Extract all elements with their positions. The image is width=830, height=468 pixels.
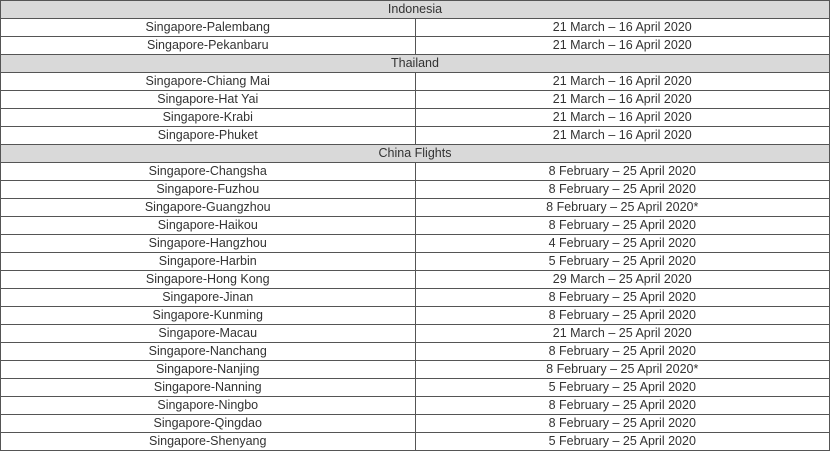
- dates-cell: 21 March – 16 April 2020: [415, 73, 830, 91]
- route-cell: Singapore-Nanchang: [1, 343, 416, 361]
- dates-cell: 29 March – 25 April 2020: [415, 271, 830, 289]
- table-row: [1, 289, 830, 307]
- table-row: [1, 343, 830, 361]
- section-header-row: [1, 145, 830, 163]
- table-row: [1, 397, 830, 415]
- section-title: China Flights: [1, 145, 830, 163]
- dates-cell: 8 February – 25 April 2020*: [415, 361, 830, 379]
- route-cell: Singapore-Guangzhou: [1, 199, 416, 217]
- dates-cell: 21 March – 16 April 2020: [415, 109, 830, 127]
- dates-cell: 8 February – 25 April 2020: [415, 217, 830, 235]
- table-row: [1, 361, 830, 379]
- route-cell: Singapore-Hat Yai: [1, 91, 416, 109]
- route-cell: Singapore-Nanning: [1, 379, 416, 397]
- dates-cell: 8 February – 25 April 2020: [415, 343, 830, 361]
- route-cell: Singapore-Pekanbaru: [1, 37, 416, 55]
- table-row: [1, 325, 830, 343]
- section-header-row: [1, 1, 830, 19]
- route-cell: Singapore-Chiang Mai: [1, 73, 416, 91]
- section-header-row: [1, 55, 830, 73]
- route-cell: Singapore-Kunming: [1, 307, 416, 325]
- route-cell: Singapore-Haikou: [1, 217, 416, 235]
- table-row: [1, 433, 830, 451]
- table-row: [1, 37, 830, 55]
- dates-cell: 8 February – 25 April 2020: [415, 181, 830, 199]
- route-cell: Singapore-Hong Kong: [1, 271, 416, 289]
- table-row: [1, 379, 830, 397]
- table-row: [1, 307, 830, 325]
- dates-cell: 8 February – 25 April 2020: [415, 289, 830, 307]
- route-cell: Singapore-Jinan: [1, 289, 416, 307]
- table-row: [1, 181, 830, 199]
- table-row: [1, 109, 830, 127]
- dates-cell: 4 February – 25 April 2020: [415, 235, 830, 253]
- table-body: [1, 1, 830, 451]
- route-cell: Singapore-Nanjing: [1, 361, 416, 379]
- route-cell: Singapore-Qingdao: [1, 415, 416, 433]
- table-row: [1, 127, 830, 145]
- route-cell: Singapore-Hangzhou: [1, 235, 416, 253]
- route-cell: Singapore-Krabi: [1, 109, 416, 127]
- table-row: [1, 217, 830, 235]
- table-row: [1, 91, 830, 109]
- dates-cell: 21 March – 25 April 2020: [415, 325, 830, 343]
- dates-cell: 8 February – 25 April 2020*: [415, 199, 830, 217]
- dates-cell: 8 February – 25 April 2020: [415, 307, 830, 325]
- dates-cell: 8 February – 25 April 2020: [415, 397, 830, 415]
- table-row: [1, 163, 830, 181]
- dates-cell: 21 March – 16 April 2020: [415, 19, 830, 37]
- route-cell: Singapore-Shenyang: [1, 433, 416, 451]
- route-cell: Singapore-Phuket: [1, 127, 416, 145]
- table-row: [1, 73, 830, 91]
- table-row: [1, 19, 830, 37]
- dates-cell: 5 February – 25 April 2020: [415, 253, 830, 271]
- table-row: [1, 199, 830, 217]
- route-cell: Singapore-Changsha: [1, 163, 416, 181]
- dates-cell: 5 February – 25 April 2020: [415, 433, 830, 451]
- table-row: [1, 415, 830, 433]
- section-title: Indonesia: [1, 1, 830, 19]
- route-cell: Singapore-Macau: [1, 325, 416, 343]
- dates-cell: 5 February – 25 April 2020: [415, 379, 830, 397]
- dates-cell: 8 February – 25 April 2020: [415, 163, 830, 181]
- section-title: Thailand: [1, 55, 830, 73]
- dates-cell: 21 March – 16 April 2020: [415, 91, 830, 109]
- table-row: [1, 235, 830, 253]
- dates-cell: 21 March – 16 April 2020: [415, 127, 830, 145]
- route-cell: Singapore-Palembang: [1, 19, 416, 37]
- table-row: [1, 271, 830, 289]
- route-cell: Singapore-Fuzhou: [1, 181, 416, 199]
- dates-cell: 8 February – 25 April 2020: [415, 415, 830, 433]
- route-cell: Singapore-Harbin: [1, 253, 416, 271]
- dates-cell: 21 March – 16 April 2020: [415, 37, 830, 55]
- table-row: [1, 253, 830, 271]
- route-cell: Singapore-Ningbo: [1, 397, 416, 415]
